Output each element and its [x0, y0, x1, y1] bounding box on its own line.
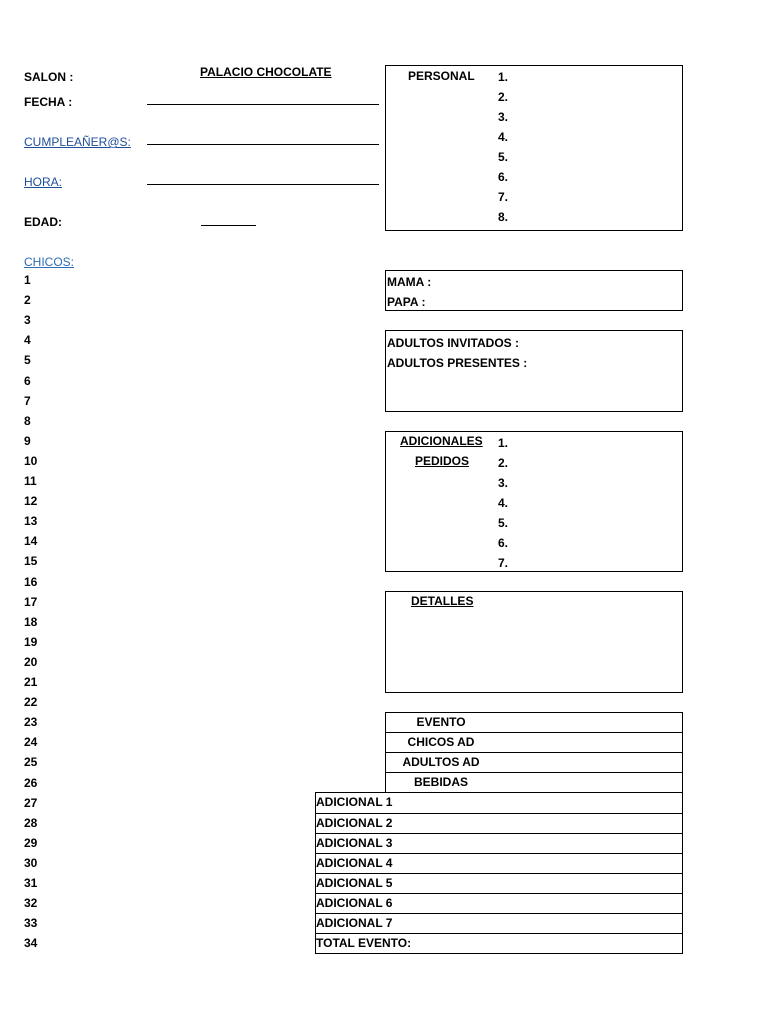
fecha-label: FECHA : [24, 95, 73, 109]
chico-row-number: 8 [24, 413, 31, 428]
chico-row-number: 18 [24, 614, 38, 629]
chico-row-number: 7 [24, 393, 31, 408]
chico-row-number: 31 [24, 876, 38, 890]
adicional-item: 4. [498, 496, 509, 510]
cumple-field[interactable] [147, 144, 379, 145]
papa-label: PAPA : [387, 295, 426, 309]
total-evento-label: TOTAL EVENTO: [316, 936, 412, 951]
chico-row-number: 12 [24, 494, 38, 509]
costos-row-line [385, 752, 683, 753]
chico-row-number: 19 [24, 634, 38, 649]
cumple-label: CUMPLEAÑER@S: [24, 135, 131, 149]
chico-row-number: 33 [24, 916, 38, 931]
costos-row-line [315, 913, 683, 914]
chico-row-number: 2 [24, 293, 31, 308]
adicional-cost-label: ADICIONAL 1 [316, 795, 393, 810]
chico-row-number: 6 [24, 373, 31, 388]
chico-row-number: 17 [24, 594, 38, 609]
chico-row-number: 32 [24, 896, 38, 911]
costos-row-label: ADULTOS AD [402, 755, 480, 770]
adultos-presentes-label: ADULTOS PRESENTES : [387, 356, 528, 370]
adicional-item: 5. [498, 516, 509, 530]
chico-row-number: 28 [24, 815, 38, 830]
adicional-item: 1. [498, 436, 509, 450]
personal-item: 2. [498, 90, 509, 104]
hora-label: HORA: [24, 175, 63, 189]
chico-row-number: 1 [24, 273, 31, 287]
adicional-cost-label: ADICIONAL 3 [316, 835, 393, 850]
costos-row-line [315, 893, 683, 894]
chico-row-number: 26 [24, 775, 38, 790]
mama-label: MAMA : [387, 275, 432, 289]
personal-item: 8. [498, 210, 509, 224]
adicionales-title-2: PEDIDOS [415, 454, 470, 468]
chico-row-number: 16 [24, 574, 38, 589]
chico-row-number: 10 [24, 453, 38, 468]
costos-row-line [315, 873, 683, 874]
fecha-field[interactable] [147, 104, 379, 105]
salon-value: PALACIO CHOCOLATE [200, 65, 332, 79]
adicional-cost-label: ADICIONAL 7 [316, 916, 393, 930]
personal-item: 4. [498, 130, 509, 144]
chico-row-number: 14 [24, 534, 38, 549]
costos-row-line [315, 853, 683, 854]
personal-item: 3. [498, 110, 509, 124]
chico-row-number: 30 [24, 855, 38, 870]
personal-box [385, 65, 683, 231]
costos-row-label: CHICOS AD [407, 735, 475, 750]
adicional-item: 7. [498, 556, 509, 570]
chico-row-number: 4 [24, 333, 31, 348]
costos-row-label: BEBIDAS [413, 775, 468, 790]
chico-row-number: 20 [24, 654, 38, 669]
chico-row-number: 25 [24, 755, 38, 770]
adicional-cost-label: ADICIONAL 4 [316, 855, 393, 870]
adicionales-title-1: ADICIONALES [400, 434, 483, 448]
chico-row-number: 15 [24, 554, 38, 569]
personal-title: PERSONAL [408, 69, 475, 83]
costos-row-line [315, 813, 683, 814]
chico-row-number: 27 [24, 795, 38, 810]
salon-label: SALON : [24, 70, 74, 84]
costos-row-line [385, 772, 683, 773]
adultos-invitados-label: ADULTOS INVITADOS : [387, 336, 519, 350]
personal-item: 6. [498, 170, 509, 184]
chico-row-number: 29 [24, 835, 38, 850]
chico-row-number: 23 [24, 715, 38, 730]
personal-item: 7. [498, 190, 509, 204]
chico-row-number: 21 [24, 675, 38, 689]
personal-item: 5. [498, 150, 509, 164]
adicional-cost-label: ADICIONAL 5 [316, 875, 393, 890]
chico-row-number: 24 [24, 735, 38, 750]
chico-row-number: 3 [24, 313, 31, 328]
adicional-cost-label: ADICIONAL 2 [316, 815, 393, 830]
adicional-item: 2. [498, 456, 509, 470]
chico-row-number: 5 [24, 353, 31, 368]
costos-row-label: EVENTO [416, 715, 466, 729]
personal-item: 1. [498, 70, 509, 84]
detalles-title: DETALLES [411, 594, 474, 608]
adicional-cost-label: ADICIONAL 6 [316, 895, 393, 910]
adicional-item: 3. [498, 476, 509, 490]
chico-row-number: 34 [24, 936, 38, 951]
costos-row-line [315, 933, 683, 934]
edad-field[interactable] [201, 225, 256, 226]
adicional-item: 6. [498, 536, 509, 550]
hora-field[interactable] [147, 184, 379, 185]
chico-row-number: 9 [24, 433, 31, 448]
costos-row-line [385, 732, 683, 733]
edad-label: EDAD: [24, 215, 62, 229]
chicos-title: CHICOS: [24, 255, 75, 269]
chico-row-number: 11 [24, 474, 37, 488]
chico-row-number: 13 [24, 514, 38, 529]
chico-row-number: 22 [24, 695, 38, 710]
costos-row-line [315, 833, 683, 834]
